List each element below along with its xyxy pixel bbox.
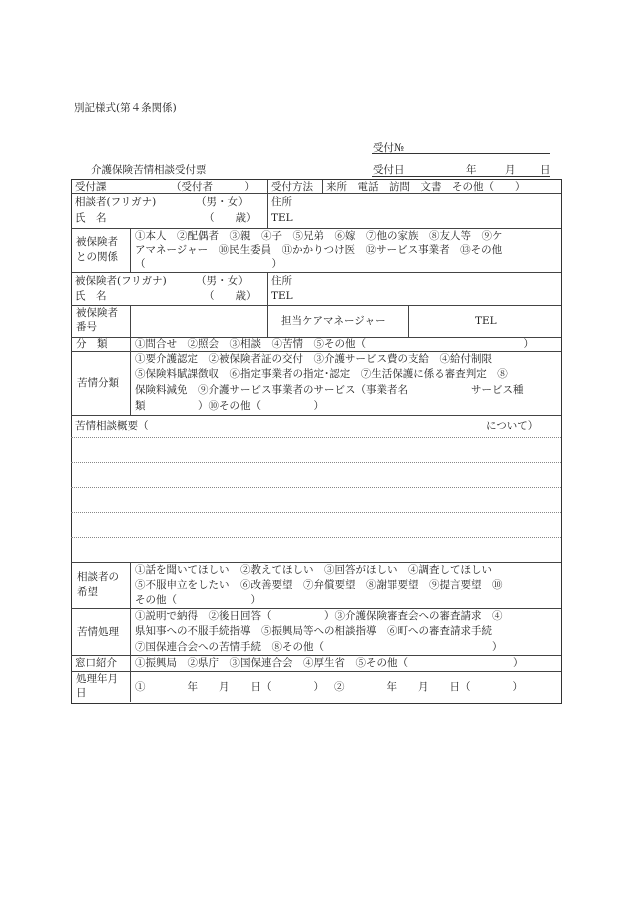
summary-writing-line [71,487,561,488]
col-divider [130,562,131,702]
col-divider [267,272,268,305]
col-divider [130,305,131,337]
insured-sex: （男・女） [196,275,249,287]
consultant-tel-label: TEL [271,212,293,224]
row-divider [71,272,561,273]
col-divider [130,228,131,272]
reception-no-underline [372,153,550,154]
insured-address-label: 住所 [271,275,292,287]
row-divider [71,671,561,672]
consultant-address-label: 住所 [271,196,292,208]
care-manager-tel-label: TEL [475,315,497,327]
complaint-category-line-4: 類 ）⑩その他（ ） [135,400,324,412]
consultant-name-label2: 氏 名 [75,212,107,224]
col-divider [267,193,268,228]
summary-label: 苦情相談概要（ [75,420,149,432]
wish-options-3: その他（ ） [135,594,261,606]
summary-writing-line [71,437,561,438]
insured-name-label: 被保険者(フリガナ) [75,275,167,287]
care-manager-label: 担当ケアマネージャー [281,315,386,327]
year-label: 年 [466,164,477,176]
row-divider [71,305,561,306]
classification-options: ①問合せ ②照会 ③相談 ④苦情 ⑤その他（ ） [135,338,534,350]
summary-writing-line [71,512,561,513]
insured-name-label2: 氏 名 [75,290,107,302]
complaint-category-label: 苦情分類 [77,377,119,389]
summary-suffix: について） [486,420,539,432]
col-divider [408,305,409,337]
dept-label: 受付課 [75,181,107,193]
referral-options: ①振興局 ②県庁 ③国保連合会 ④厚生省 ⑤その他（ ） [135,657,524,669]
insured-number-label: 被保険者 [76,307,118,319]
reception-date-label: 受付日 [373,164,405,176]
summary-writing-line [71,462,561,463]
summary-writing-line [71,537,561,538]
processing-date-entry-1: ① 年 月 日（ ） [135,681,324,693]
processing-date-entry-2: ② 年 月 日（ ） [334,681,523,693]
processing-options-3: ⑦国保連合会への苦情手続 ⑧その他（ ） [135,641,503,653]
col-divider [322,180,323,193]
insured-number-label2: 番号 [76,321,97,333]
processing-options-1: ①説明で納得 ②後日回答（ ）③介護保険審査会への審査請求 ④ [135,610,503,622]
relation-options-3: （ ） [135,258,282,270]
relation-label2: との関係 [76,251,118,263]
relation-options-1: ①本人 ②配偶者 ③親 ④子 ⑤兄弟 ⑥嫁 ⑦他の家族 ⑧友人等 ⑨ケ [135,230,503,242]
wish-label2: 希望 [77,586,98,598]
reception-date-underline [372,176,550,177]
complaint-category-line-3: 保険料減免 ⑨介護サービス事業者のサービス（事業者名 サービス種 [135,384,524,396]
consultant-age: （ 歳） [204,212,257,224]
reception-no-label: 受付№ [373,142,404,154]
day-label: 日 [540,164,551,176]
insured-age: （ 歳） [204,290,257,302]
relation-options-2: アマネージャー ⑩民生委員 ⑪かかりつけ医 ⑫サービス事業者 ⑬その他 [135,244,503,256]
form-reference: 別記様式(第４条関係) [74,102,177,114]
consultant-name-label: 相談者(フリガナ) [75,196,157,208]
consultant-sex: （男・女） [196,196,249,208]
row-divider [71,415,561,416]
col-divider [267,180,268,193]
classification-label: 分 類 [76,338,108,350]
wish-options-2: ⑤不服申立をしたい ⑥改善要望 ⑦弁償要望 ⑧謝罪要望 ⑨提言要望 ⑩ [135,579,503,591]
col-divider [130,337,131,415]
reception-method-label: 受付方法 [271,181,313,193]
form-title: 介護保険苦情相談受付票 [91,164,207,176]
complaint-category-line-2: ⑤保険料賦課徴収 ⑥指定事業者の指定･認定 ⑦生活保護に係る審査判定 ⑧ [135,368,508,380]
referral-label: 窓口紹介 [75,657,117,669]
reception-methods: 来所 電話 訪問 文書 その他（ ） [326,181,526,193]
receiver-label: （受付者 ） [171,181,255,193]
insured-tel-label: TEL [271,290,293,302]
processing-options-2: 県知事への不服手続指導 ⑤振興局等への相談指導 ⑥町への審査請求手続 [135,625,492,637]
wish-label: 相談者の [77,571,119,583]
relation-label: 被保険者 [76,236,118,248]
complaint-category-line-1: ①要介護認定 ②被保険者証の交付 ③介護サービス費の支給 ④給付制限 [135,353,492,365]
col-divider [267,305,268,337]
month-label: 月 [505,164,516,176]
wish-options-1: ①話を聞いてほしい ②教えてほしい ③回答がほしい ④調査してほしい [135,564,492,576]
processing-label: 苦情処理 [77,626,119,638]
processing-date-label: 処理年月 [76,673,118,685]
processing-date-label2: 日 [76,687,87,699]
